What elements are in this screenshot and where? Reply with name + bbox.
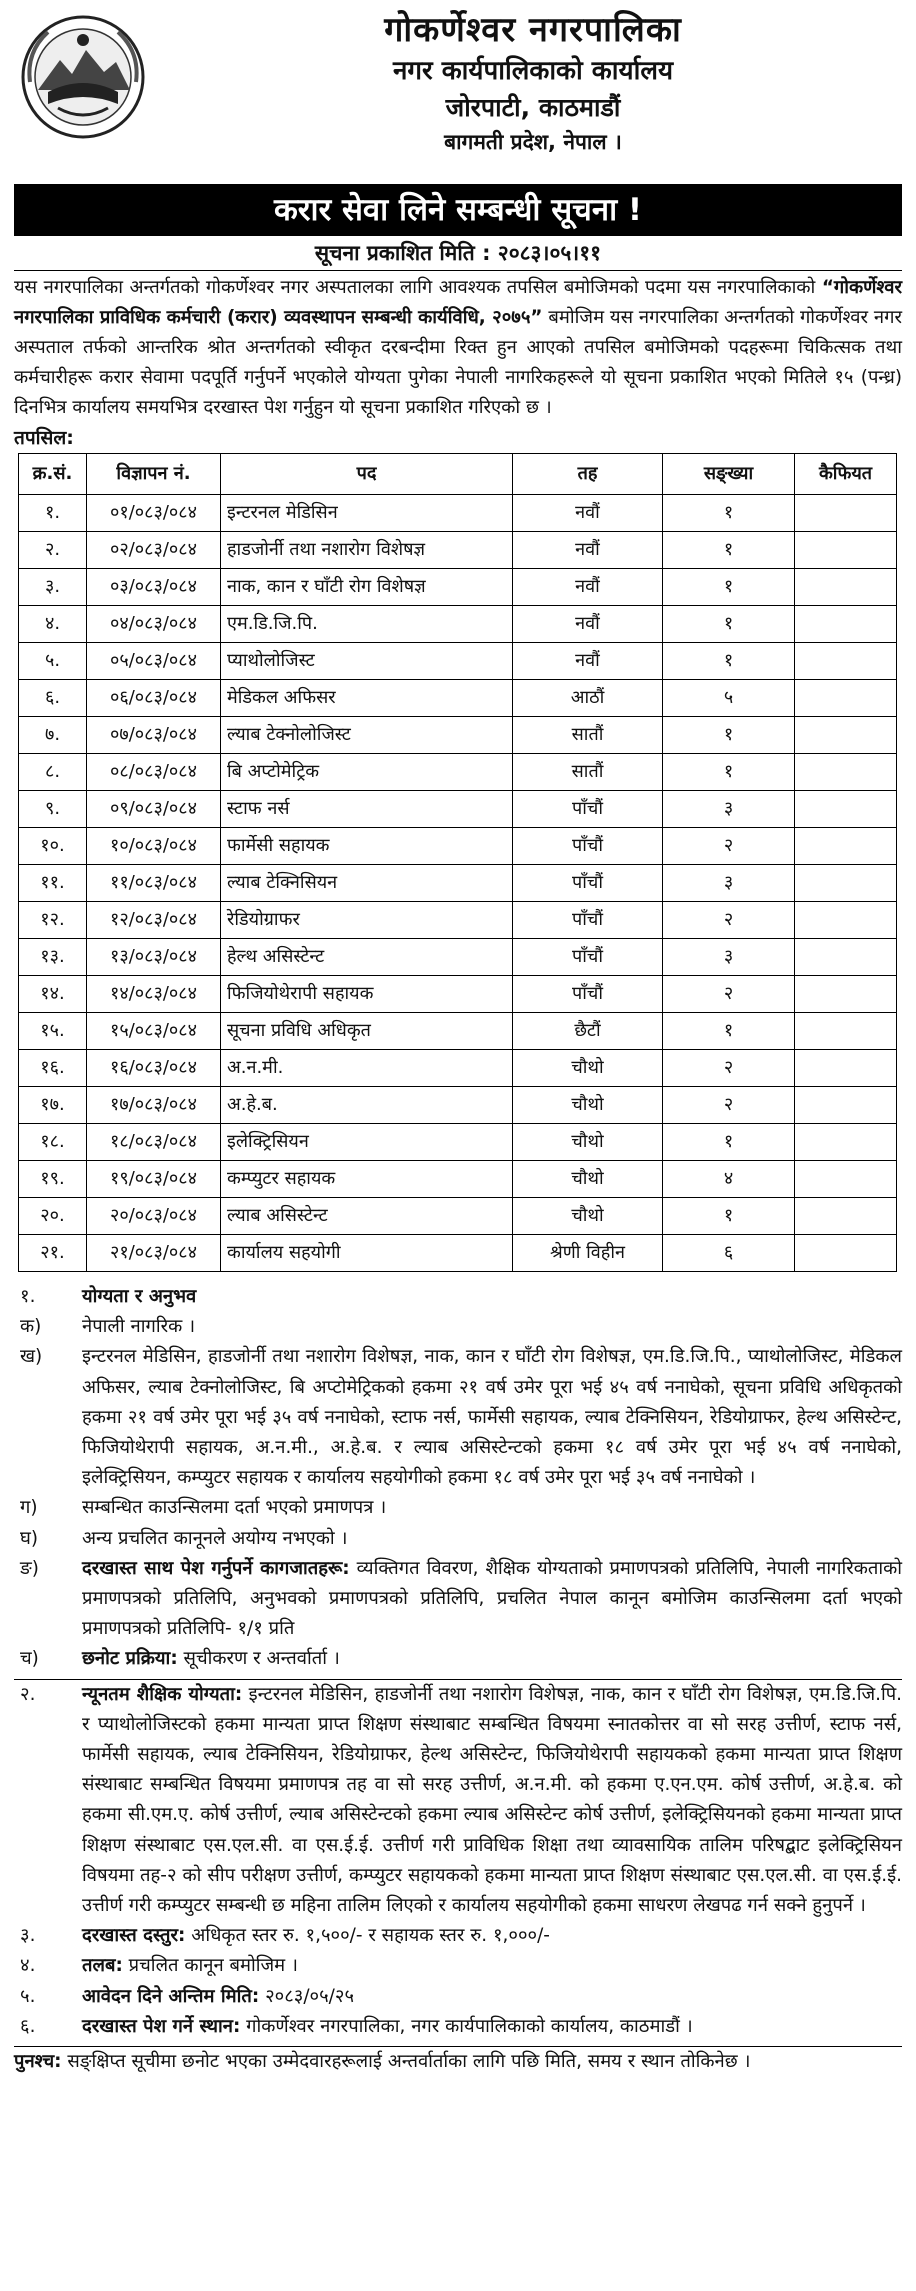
table-row xyxy=(19,1235,897,1272)
cell-advert-no: ०१/०८३/०८४ xyxy=(87,495,221,532)
table-row xyxy=(19,1050,897,1087)
cell-count: ३ xyxy=(663,939,795,976)
cell-serial: २. xyxy=(19,532,87,569)
cell-count: २ xyxy=(663,828,795,865)
table-body xyxy=(19,495,897,1272)
cell-advert-no: १३/०८३/०८४ xyxy=(87,939,221,976)
table-row xyxy=(19,754,897,791)
cell-serial: १०. xyxy=(19,828,87,865)
cell-serial: १. xyxy=(19,495,87,532)
table-row xyxy=(19,680,897,717)
note-number: २. xyxy=(20,1683,36,1705)
cell-post: बि अप्टोमेट्रिक xyxy=(221,754,513,791)
cell-remarks xyxy=(795,828,897,865)
cell-count: १ xyxy=(663,754,795,791)
cell-remarks xyxy=(795,976,897,1013)
note-application-fee xyxy=(14,1921,902,1951)
office-name: नगर कार्यपालिकाको कार्यालय xyxy=(392,56,674,86)
cell-count: १ xyxy=(663,643,795,680)
note-text: प्रचलित कानून बमोजिम । xyxy=(122,1955,298,1977)
note-min-education xyxy=(14,1680,902,1922)
cell-serial: ३. xyxy=(19,569,87,606)
note-number: ३. xyxy=(20,1925,36,1947)
cell-count: २ xyxy=(663,976,795,1013)
note-title: न्यूनतम शैक्षिक योग्यता: xyxy=(82,1683,243,1705)
cell-remarks xyxy=(795,1161,897,1198)
note-text: इन्टरनल मेडिसिन, हाडजोर्नी तथा नशारोग विशेषज्ञ, नाक, कान र घाँटी रोग विशेषज्ञ, एम.डि.जि.पि., प्याथोलोजिस्ट, मेडिकल अफिसर, ल्याब टेक्नोलोजिस्ट, बि अप्टोमेट्रिकको हकमा २१ वर्ष उमेर पूरा भई ४५ वर्ष ननाघेको, सूचना प्रविधि अधिकृतको हकमा २१ वर्ष उमेर पूरा भई ३५ वर्ष ननाघेको, स्टाफ नर्स, फार्मेसी सहायक, ल्याब टेक्निसियन, रेडियोग्राफर, हेल्थ असिस्टेन्ट, फिजियोथेरापी सहायक, अ.न.मी., अ.हे.ब. र ल्याब असिस्टेन्टको हकमा १८ वर्ष उमेर पूरा भई ४५ वर्ष ननाघेको, इलेक्ट्रिसियन, कम्प्युटर सहायक र कार्यालय सहयोगीको हकमा १८ वर्ष उमेर पूरा भई ३५ वर्ष ननाघेको । xyxy=(82,1346,902,1489)
cell-post: मेडिकल अफिसर xyxy=(221,680,513,717)
table-row xyxy=(19,606,897,643)
cell-post: एम.डि.जि.पि. xyxy=(221,606,513,643)
cell-remarks xyxy=(795,532,897,569)
cell-post: इलेक्ट्रिसियन xyxy=(221,1124,513,1161)
cell-level: छैटौं xyxy=(513,1013,663,1050)
cell-level: नवौं xyxy=(513,532,663,569)
table-row xyxy=(19,865,897,902)
note-cha-selection xyxy=(14,1644,902,1674)
table-row xyxy=(19,717,897,754)
note-number: ख) xyxy=(20,1346,43,1368)
cell-serial: १८. xyxy=(19,1124,87,1161)
intro-paragraph xyxy=(14,271,902,423)
intro-part-1: यस नगरपालिका अन्तर्गतको गोकर्णेश्वर नगर अस्पतालका लागि आवश्यक तपसिल बमोजिमको पदमा यस नगरपालिकाको xyxy=(14,277,822,298)
note-qualification-experience xyxy=(14,1282,902,1312)
tapasil-label: तपसिल: xyxy=(14,427,74,449)
note-kha xyxy=(14,1342,902,1493)
note-submission-place xyxy=(14,2012,902,2042)
cell-post: कम्प्युटर सहायक xyxy=(221,1161,513,1198)
note-number: घ) xyxy=(20,1527,39,1549)
cell-remarks xyxy=(795,754,897,791)
col-remarks: कैफियत xyxy=(795,454,897,495)
notice-page xyxy=(14,8,902,2077)
table-row xyxy=(19,1198,897,1235)
note-title: छनोट प्रक्रिया: xyxy=(82,1648,178,1670)
note-number: क) xyxy=(20,1316,42,1338)
nepal-government-emblem-icon xyxy=(18,12,148,142)
cell-serial: ८. xyxy=(19,754,87,791)
note-number: ६. xyxy=(20,2015,36,2037)
cell-level: चौथो xyxy=(513,1124,663,1161)
table-row xyxy=(19,532,897,569)
cell-remarks xyxy=(795,791,897,828)
cell-count: ६ xyxy=(663,1235,795,1272)
cell-post: फार्मेसी सहायक xyxy=(221,828,513,865)
province-line: बागमती प्रदेश, नेपाल । xyxy=(444,130,622,154)
cell-level: चौथो xyxy=(513,1198,663,1235)
cell-post: प्याथोलोजिस्ट xyxy=(221,643,513,680)
notice-banner: करार सेवा लिने सम्बन्धी सूचना ! xyxy=(14,184,902,236)
cell-remarks xyxy=(795,902,897,939)
cell-level: आठौं xyxy=(513,680,663,717)
cell-advert-no: १८/०८३/०८४ xyxy=(87,1124,221,1161)
col-count: सङ्ख्या xyxy=(663,454,795,495)
cell-count: १ xyxy=(663,532,795,569)
cell-serial: १९. xyxy=(19,1161,87,1198)
cell-count: १ xyxy=(663,495,795,532)
cell-remarks xyxy=(795,939,897,976)
cell-advert-no: १४/०८३/०८४ xyxy=(87,976,221,1013)
table-row xyxy=(19,569,897,606)
col-advert-no: विज्ञापन नं. xyxy=(87,454,221,495)
cell-serial: १४. xyxy=(19,976,87,1013)
cell-advert-no: ०२/०८३/०८४ xyxy=(87,532,221,569)
cell-post: हाडजोर्नी तथा नशारोग विशेषज्ञ xyxy=(221,532,513,569)
cell-remarks xyxy=(795,717,897,754)
note-title: तलब: xyxy=(82,1955,123,1977)
table-row xyxy=(19,1013,897,1050)
note-salary xyxy=(14,1951,902,1981)
cell-serial: १६. xyxy=(19,1050,87,1087)
cell-advert-no: ०६/०८३/०८४ xyxy=(87,680,221,717)
cell-serial: २०. xyxy=(19,1198,87,1235)
cell-level: पाँचौं xyxy=(513,865,663,902)
cell-advert-no: १७/०८३/०८४ xyxy=(87,1087,221,1124)
note-text: अन्य प्रचलित कानूनले अयोग्य नभएको । xyxy=(82,1527,348,1549)
cell-serial: ४. xyxy=(19,606,87,643)
note-number: ङ) xyxy=(20,1557,39,1579)
cell-post: अ.न.मी. xyxy=(221,1050,513,1087)
cell-count: १ xyxy=(663,1124,795,1161)
cell-post: स्टाफ नर्स xyxy=(221,791,513,828)
cell-remarks xyxy=(795,1198,897,1235)
cell-advert-no: ०५/०८३/०८४ xyxy=(87,643,221,680)
note-title: योग्यता र अनुभव xyxy=(82,1286,197,1307)
cell-level: नवौं xyxy=(513,569,663,606)
note-text: व्यक्तिगत विवरण, शैक्षिक योग्यताको प्रमाणपत्रको प्रतिलिपि, नेपाली नागरिकताको प्रमाणपत्रको प्रतिलिपि, अनुभवको प्रमाणपत्रको प्रतिलिपि, प्रचलित नेपाल कानून बमोजिम काउन्सिलमा दर्ता भएको प्रमाणपत्रको प्रतिलिपि- १/१ प्रति xyxy=(82,1557,902,1640)
note-text: सम्बन्धित काउन्सिलमा दर्ता भएको प्रमाणपत्र । xyxy=(82,1497,387,1519)
cell-remarks xyxy=(795,1124,897,1161)
cell-level: पाँचौं xyxy=(513,791,663,828)
note-text: सूचीकरण र अन्तर्वार्ता । xyxy=(177,1648,340,1670)
note-number: ५. xyxy=(20,1985,36,2007)
cell-advert-no: १६/०८३/०८४ xyxy=(87,1050,221,1087)
cell-post: अ.हे.ब. xyxy=(221,1087,513,1124)
table-row xyxy=(19,495,897,532)
cell-count: ३ xyxy=(663,865,795,902)
cell-advert-no: १५/०८३/०८४ xyxy=(87,1013,221,1050)
cell-post: फिजियोथेरापी सहायक xyxy=(221,976,513,1013)
table-row xyxy=(19,1087,897,1124)
cell-count: १ xyxy=(663,1013,795,1050)
cell-count: ३ xyxy=(663,791,795,828)
note-ga xyxy=(14,1493,902,1523)
cell-advert-no: १२/०८३/०८४ xyxy=(87,902,221,939)
cell-level: पाँचौं xyxy=(513,828,663,865)
cell-serial: ५. xyxy=(19,643,87,680)
table-row xyxy=(19,828,897,865)
cell-post: इन्टरनल मेडिसिन xyxy=(221,495,513,532)
col-level: तह xyxy=(513,454,663,495)
note-gha xyxy=(14,1524,902,1554)
cell-level: नवौं xyxy=(513,495,663,532)
cell-remarks xyxy=(795,495,897,532)
cell-serial: ११. xyxy=(19,865,87,902)
cell-post: रेडियोग्राफर xyxy=(221,902,513,939)
notes-section xyxy=(14,1282,902,2077)
note-title: दरखास्त दस्तुर: xyxy=(82,1925,186,1947)
cell-count: २ xyxy=(663,902,795,939)
cell-remarks xyxy=(795,569,897,606)
cell-advert-no: ०८/०८३/०८४ xyxy=(87,754,221,791)
cell-post: हेल्थ असिस्टेन्ट xyxy=(221,939,513,976)
cell-advert-no: १०/०८३/०८४ xyxy=(87,828,221,865)
table-row xyxy=(19,939,897,976)
cell-count: १ xyxy=(663,569,795,606)
col-post: पद xyxy=(221,454,513,495)
cell-remarks xyxy=(795,680,897,717)
cell-advert-no: २१/०८३/०८४ xyxy=(87,1235,221,1272)
note-text: सङ्क्षिप्त सूचीमा छनोट भएका उम्मेदवारहरूलाई अन्तर्वार्ताका लागि पछि मिति, समय र स्थान तोकिनेछ । xyxy=(61,2051,751,2073)
cell-level: पाँचौं xyxy=(513,902,663,939)
office-location: जोरपाटी, काठमाडौं xyxy=(445,93,621,122)
cell-remarks xyxy=(795,1013,897,1050)
cell-level: चौथो xyxy=(513,1161,663,1198)
cell-count: १ xyxy=(663,1198,795,1235)
note-title: दरखास्त साथ पेश गर्नुपर्ने कागजातहरू: xyxy=(82,1557,350,1579)
cell-remarks xyxy=(795,643,897,680)
cell-level: चौथो xyxy=(513,1050,663,1087)
note-ka xyxy=(14,1312,902,1342)
cell-level: नवौं xyxy=(513,606,663,643)
table-row xyxy=(19,902,897,939)
cell-post: ल्याब टेक्निसियन xyxy=(221,865,513,902)
cell-count: १ xyxy=(663,717,795,754)
note-deadline xyxy=(14,1982,902,2012)
col-serial: क्र.सं. xyxy=(19,454,87,495)
note-nga-documents xyxy=(14,1554,902,1645)
cell-serial: २१. xyxy=(19,1235,87,1272)
note-title: दरखास्त पेश गर्ने स्थान: xyxy=(82,2015,241,2037)
cell-advert-no: २०/०८३/०८४ xyxy=(87,1198,221,1235)
cell-serial: १७. xyxy=(19,1087,87,1124)
note-title: आवेदन दिने अन्तिम मिति: xyxy=(82,1985,260,2007)
cell-level: सातौं xyxy=(513,754,663,791)
cell-remarks xyxy=(795,865,897,902)
table-row xyxy=(19,1161,897,1198)
cell-level: पाँचौं xyxy=(513,939,663,976)
table-row xyxy=(19,1124,897,1161)
note-number: ग) xyxy=(20,1497,38,1519)
note-text: गोकर्णेश्वर नगरपालिका, नगर कार्यपालिकाको कार्यालय, काठमाडौं । xyxy=(240,2015,693,2037)
cell-post: नाक, कान र घाँटी रोग विशेषज्ञ xyxy=(221,569,513,606)
publish-date: सूचना प्रकाशित मिति : २०८३।०५।११ xyxy=(14,236,902,271)
cell-level: सातौं xyxy=(513,717,663,754)
cell-remarks xyxy=(795,1087,897,1124)
cell-serial: ९. xyxy=(19,791,87,828)
intro-procedure-name: “गोकर्णेश्वर नगरपालिका प्राविधिक कर्मचारी (करार) व्यवस्थापन सम्बन्धी कार्यविधि, २०७५” xyxy=(14,277,902,328)
cell-level: पाँचौं xyxy=(513,976,663,1013)
cell-remarks xyxy=(795,1050,897,1087)
cell-count: ५ xyxy=(663,680,795,717)
cell-level: नवौं xyxy=(513,643,663,680)
cell-advert-no: ०४/०८३/०८४ xyxy=(87,606,221,643)
cell-remarks xyxy=(795,1235,897,1272)
table-row xyxy=(19,976,897,1013)
table-row xyxy=(19,643,897,680)
vacancy-table xyxy=(18,453,897,1272)
cell-count: २ xyxy=(663,1087,795,1124)
cell-advert-no: ११/०८३/०८४ xyxy=(87,865,221,902)
cell-level: चौथो xyxy=(513,1087,663,1124)
table-header-row xyxy=(19,454,897,495)
note-title: पुनश्च: xyxy=(14,2051,62,2073)
cell-count: ४ xyxy=(663,1161,795,1198)
cell-serial: १२. xyxy=(19,902,87,939)
note-text: अधिकृत स्तर रु. १,५००/- र सहायक स्तर रु. १,०००/- xyxy=(185,1925,550,1947)
cell-serial: १३. xyxy=(19,939,87,976)
cell-advert-no: १९/०८३/०८४ xyxy=(87,1161,221,1198)
cell-post: ल्याब टेक्नोलोजिस्ट xyxy=(221,717,513,754)
municipality-name: गोकर्णेश्वर नगरपालिका xyxy=(384,10,682,50)
note-number: १. xyxy=(20,1286,36,1307)
cell-advert-no: ०३/०८३/०८४ xyxy=(87,569,221,606)
note-number: ४. xyxy=(20,1955,36,1977)
cell-advert-no: ०९/०८३/०८४ xyxy=(87,791,221,828)
note-text: नेपाली नागरिक । xyxy=(82,1316,196,1338)
cell-level: श्रेणी विहीन xyxy=(513,1235,663,1272)
note-number: च) xyxy=(20,1648,39,1670)
cell-serial: ७. xyxy=(19,717,87,754)
cell-serial: ६. xyxy=(19,680,87,717)
title-block xyxy=(164,8,902,158)
cell-post: कार्यालय सहयोगी xyxy=(221,1235,513,1272)
cell-count: २ xyxy=(663,1050,795,1087)
header xyxy=(14,8,902,184)
note-text: इन्टरनल मेडिसिन, हाडजोर्नी तथा नशारोग विशेषज्ञ, नाक, कान र घाँटी रोग विशेषज्ञ, एम.डि.जि.पि. र प्याथोलोजिस्टको हकमा मान्यता प्राप्त शिक्षण संस्थाबाट सम्बन्धित विषयमा स्नातकोत्तर वा सो सरह उत्तीर्ण, स्टाफ नर्स, फार्मेसी सहायक, ल्याब टेक्निसियन, रेडियोग्राफर, हेल्थ असिस्टेन्ट, फिजियोथेरापी सहायकको हकमा मान्यता प्राप्त शिक्षण संस्थाबाट सम्बन्धित विषयमा प्रमाणपत्र तह वा सो सरह उत्तीर्ण, अ.न.मी. को हकमा ए.एन.एम. कोर्ष उत्तीर्ण, अ.हे.ब. को हकमा सी.एम.ए. कोर्ष उत्तीर्ण, ल्याब असिस्टेन्टको हकमा ल्याब असिस्टेन्ट कोर्ष उत्तीर्ण, इलेक्ट्रिसियनको हकमा मान्यता प्राप्त शिक्षण संस्थाबाट एस.एल.सी. वा एस.ई.ई. उत्तीर्ण गरी प्राविधिक शिक्षा तथा व्यावसायिक तालिम परिषद्बाट इलेक्ट्रिसियन विषयमा तह-२ को सीप परीक्षण उत्तीर्ण, कम्प्युटर सहायकको हकमा मान्यता प्राप्त शिक्षण संस्थाबाट एस.एल.सी. वा एस.ई.ई. उत्तीर्ण गरी कम्प्युटर सम्बन्धी छ महिना तालिम लिएको र कार्यालय सहयोगीको हकमा साधरण लेखपढ गर्न सक्ने हुनुपर्ने । xyxy=(82,1683,903,1917)
cell-remarks xyxy=(795,606,897,643)
note-postscript xyxy=(14,2047,902,2077)
cell-advert-no: ०७/०८३/०८४ xyxy=(87,717,221,754)
note-text: २०८३/०५/२५ xyxy=(259,1985,355,2007)
intro-part-2: बमोजिम यस नगरपालिका अन्तर्गतको गोकर्णेश्वर नगर अस्पताल तर्फको आन्तरिक श्रोत अन्तर्गतको स्वीकृत दरबन्दीमा रिक्त हुन आएको तपसिल बमोजिमको पदहरूमा चिकित्सक तथा कर्मचारीहरू करार सेवामा पदपूर्ति गर्नुपर्ने भएकोले योग्यता पुगेका नेपाली नागरिकहरूले यो सूचना प्रकाशित भएको मितिले १५ (पन्ध्र) दिनभित्र कार्यालय समयभित्र दरखास्त पेश गर्नुहुन यो सूचना प्रकाशित गरिएको छ । xyxy=(14,307,903,418)
cell-serial: १५. xyxy=(19,1013,87,1050)
cell-count: १ xyxy=(663,606,795,643)
cell-post: ल्याब असिस्टेन्ट xyxy=(221,1198,513,1235)
cell-post: सूचना प्रविधि अधिकृत xyxy=(221,1013,513,1050)
table-row xyxy=(19,791,897,828)
